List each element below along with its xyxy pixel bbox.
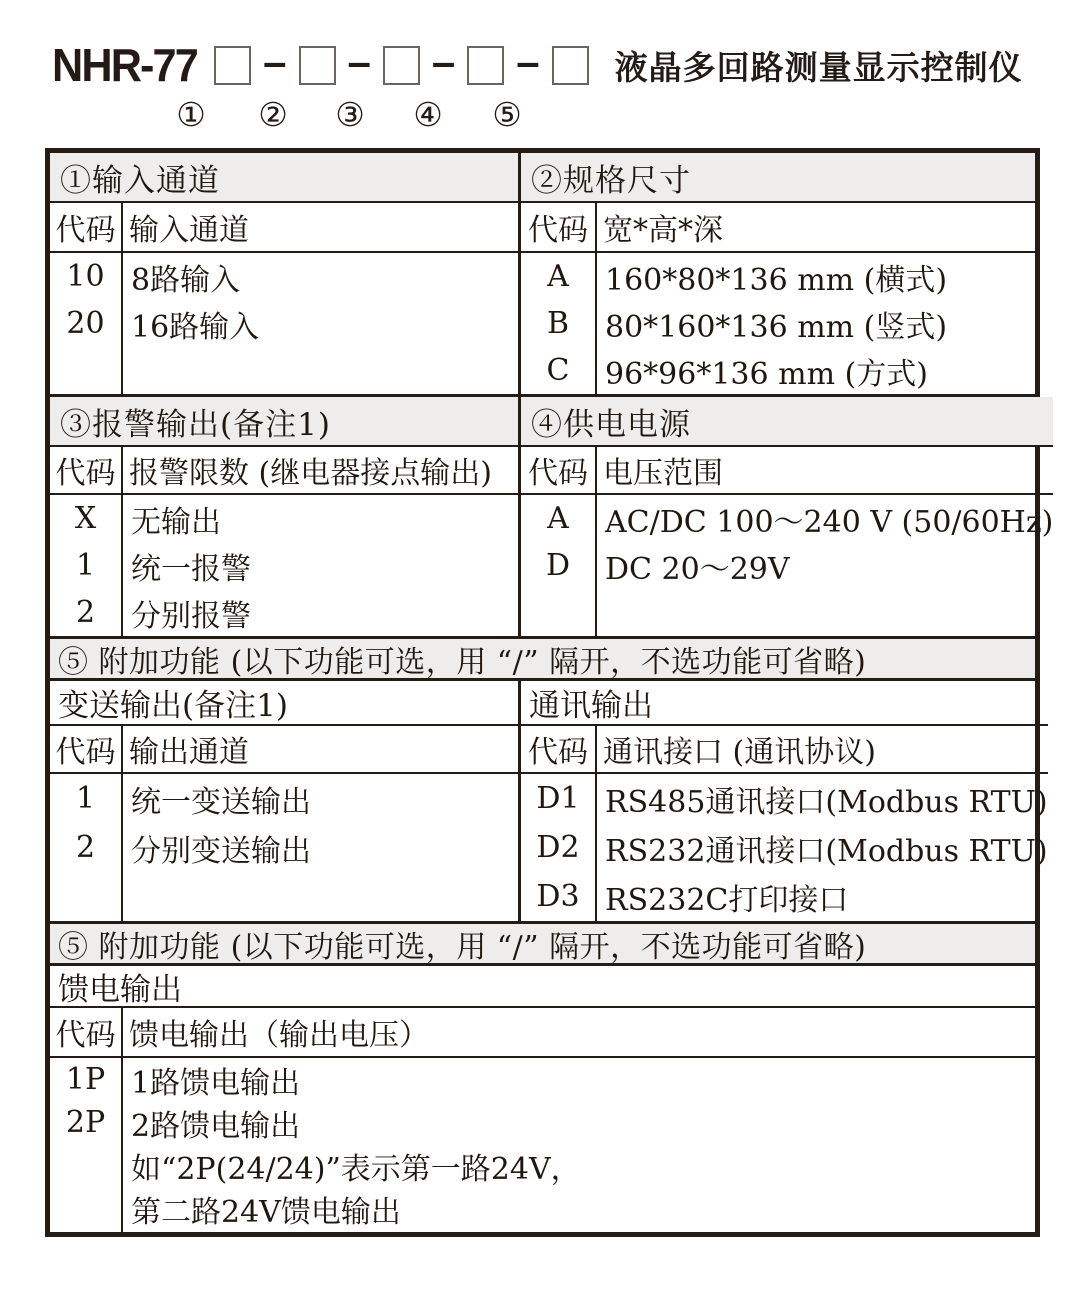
position-label-4: ④: [413, 95, 443, 134]
subsection-title: 馈电输出: [50, 966, 1035, 1008]
code-column-header: 代码: [50, 203, 123, 251]
desc-cell: 分别变送输出: [131, 833, 311, 869]
position-label-3: ③: [335, 95, 365, 134]
code-cell: B: [546, 306, 570, 341]
code-cell: 20: [66, 306, 105, 341]
subsection-title: 通讯输出: [521, 681, 1048, 726]
code-cell: A: [547, 501, 569, 536]
code-cell: 1P: [65, 1062, 106, 1097]
section-header: ①输入通道: [50, 153, 518, 203]
code-cell: 2: [75, 830, 96, 865]
model-code-separator: –: [431, 38, 456, 85]
desc-column-header: 宽*高*深: [603, 213, 723, 248]
section-1: [50, 153, 1035, 394]
model-code-box-3: [383, 46, 420, 85]
code-column-header: 代码: [50, 726, 123, 772]
model-code-separator: –: [263, 38, 287, 85]
position-label-2: ②: [258, 95, 288, 134]
desc-cell: 1路馈电输出: [131, 1065, 301, 1101]
code-column-header: 代码: [521, 726, 597, 772]
desc-cell: AC/DC 100～240 V (50/60Hz): [605, 504, 1054, 540]
subsection-title: 变送输出(备注1): [50, 681, 518, 726]
section-feed-output: [50, 966, 1035, 1232]
desc-cell: RS232通讯接口(Modbus RTU): [605, 833, 1048, 869]
data-rows: [50, 253, 518, 394]
ordering-table: [45, 148, 1054, 1237]
desc-cell: 16路输入: [131, 309, 260, 345]
section-header: ④供电电源: [521, 397, 1053, 447]
desc-column-header: 电压范围: [603, 456, 723, 491]
desc-cell: 96*96*136 mm (方式): [605, 356, 928, 392]
desc-cell: RS485通讯接口(Modbus RTU): [605, 784, 1048, 820]
desc-cell: 统一报警: [131, 551, 251, 587]
desc-cell: 160*80*136 mm (横式): [605, 262, 948, 298]
code-cell: D1: [536, 781, 580, 816]
code-cell: A: [547, 259, 569, 294]
position-label-1: ①: [176, 95, 206, 134]
code-cell: 1: [75, 548, 96, 583]
column-header-row: [521, 726, 1048, 774]
section-2: [50, 394, 1054, 636]
section-header: ②规格尺寸: [521, 153, 1035, 203]
code-cell: X: [74, 501, 97, 536]
section-header: ③报警输出(备注1): [50, 397, 518, 447]
code-column-header: 代码: [521, 447, 597, 493]
column-header-row: [50, 726, 518, 774]
additional-functions-banner-2: ⑤ 附加功能 (以下功能可选，用 “/” 隔开，不选功能可省略): [50, 921, 1035, 966]
data-rows: [50, 774, 518, 921]
model-code-box-4: [467, 46, 504, 85]
column-header-row: [521, 447, 1053, 495]
desc-column-header: 报警限数 (继电器接点输出): [129, 456, 492, 491]
model-code-box-1: [214, 46, 251, 85]
desc-cell: RS232C打印接口: [605, 882, 849, 918]
desc-cell: 无输出: [131, 504, 221, 540]
desc-cell: 分别报警: [131, 598, 251, 634]
code-cell: 2P: [65, 1105, 106, 1140]
model-code-box-2: [299, 46, 336, 85]
column-header-row: [50, 1008, 1035, 1058]
section-3: [50, 681, 1048, 921]
data-rows: [521, 253, 1035, 394]
section-power-supply: [521, 397, 1053, 636]
section-transmit-output: [50, 681, 521, 921]
desc-column-header: 输入通道: [129, 213, 249, 248]
section-input-channels: [50, 153, 521, 394]
desc-cell: 80*160*136 mm (竖式): [605, 309, 948, 345]
code-cell: 10: [66, 259, 105, 294]
desc-column-header: 输出通道: [129, 735, 249, 770]
data-rows: [521, 495, 1053, 636]
code-column-header: 代码: [521, 203, 597, 251]
code-cell: D3: [536, 879, 580, 914]
desc-column-header: 通讯接口 (通讯协议): [603, 735, 876, 770]
desc-cell: 如“2P(24/24)”表示第一路24V，: [131, 1151, 581, 1187]
data-rows: [50, 1058, 1035, 1232]
code-cell: [50, 1187, 121, 1230]
code-column-header: 代码: [50, 447, 123, 493]
product-name: 液晶多回路测量显示控制仪: [614, 48, 1023, 86]
code-cell: D: [545, 548, 571, 583]
column-header-row: [50, 447, 518, 495]
section-dimensions: [521, 153, 1035, 394]
code-cell: [50, 1144, 121, 1187]
desc-cell: 8路输入: [131, 262, 241, 298]
model-code-separator: –: [516, 38, 540, 85]
data-rows: [521, 774, 1048, 921]
position-label-5: ⑤: [492, 95, 522, 134]
code-cell: C: [546, 353, 570, 388]
code-column-header: 代码: [50, 1008, 123, 1056]
section-communication-output: [521, 681, 1048, 921]
desc-column-header: 馈电输出（输出电压）: [129, 1018, 429, 1053]
model-prefix: NHR-77: [52, 39, 197, 91]
column-header-row: [521, 203, 1035, 253]
column-header-row: [50, 203, 518, 253]
code-cell: D2: [536, 830, 580, 865]
section-alarm-output: [50, 397, 521, 636]
model-code-box-5: [552, 46, 589, 85]
desc-cell: 2路馈电输出: [131, 1108, 301, 1144]
code-cell: 2: [75, 595, 96, 630]
data-rows: [50, 495, 518, 636]
code-cell: 1: [75, 781, 96, 816]
model-code-line: [52, 34, 1023, 96]
model-code-separator: –: [347, 38, 371, 85]
desc-cell: DC 20～29V: [605, 551, 790, 587]
desc-cell: 统一变送输出: [131, 784, 311, 820]
additional-functions-banner-1: ⑤ 附加功能 (以下功能可选，用 “/” 隔开，不选功能可省略): [50, 636, 1035, 681]
desc-cell: 第二路24V馈电输出: [131, 1194, 401, 1230]
